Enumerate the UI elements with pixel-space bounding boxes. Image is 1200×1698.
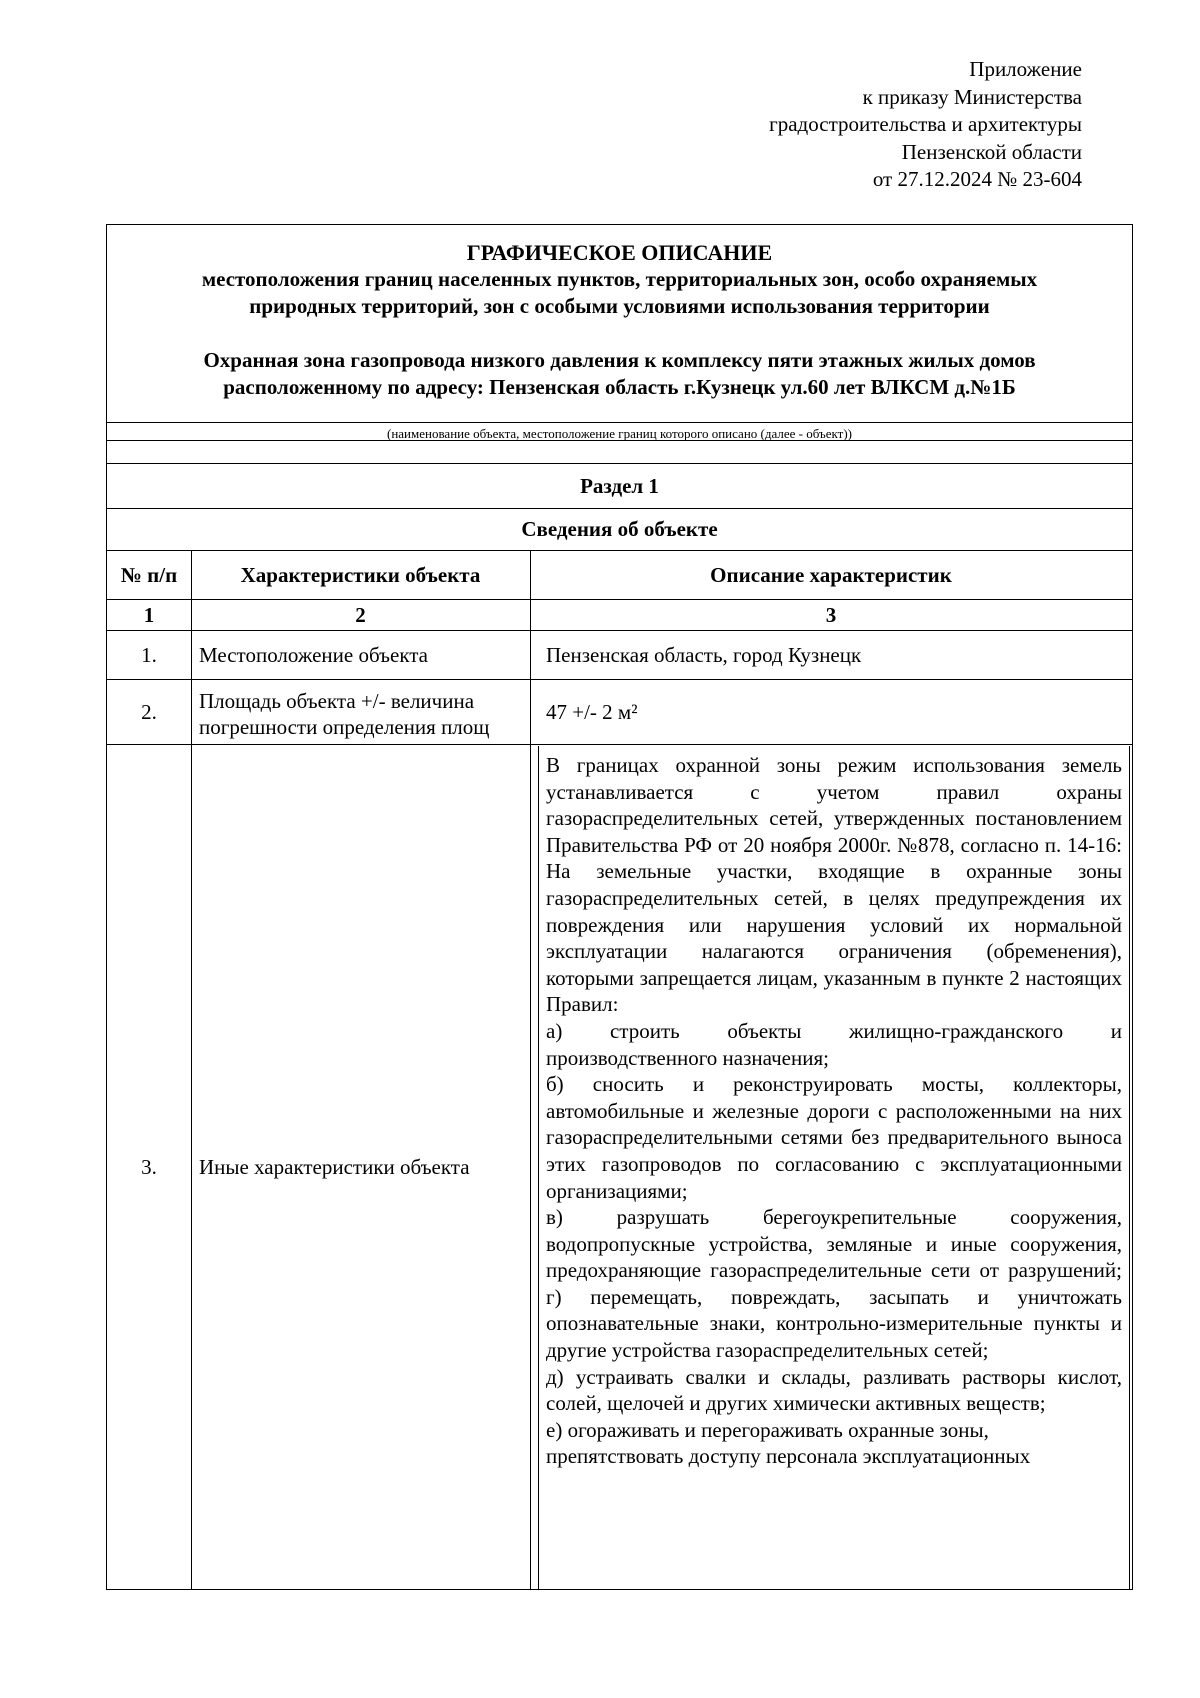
subtitle-line: местоположения границ населенных пунктов, территориальных зон, особо охраняемых bbox=[201, 267, 1038, 291]
description-paragraph: е) огораживать и перегораживать охранные зоны, препятствовать доступу персонала эксплуатационных bbox=[546, 1417, 1031, 1469]
document-table bbox=[106, 224, 1133, 1590]
object-caption: (наименование объекта, местоположение границ которого описано (далее - объект)) bbox=[387, 426, 852, 441]
description-paragraph: а) строить объекты жилищно-гражданского и производственного назначения; bbox=[546, 1018, 1122, 1070]
column-number: 2 bbox=[355, 602, 366, 627]
row-description: Пензенская область, город Кузнецк bbox=[546, 642, 862, 667]
row-characteristic-line: погрешности определения площ bbox=[199, 715, 490, 739]
description-paragraph: В границах охранной зоны режим использования земель устанавливается с учетом правил охраны газораспределительных сетей, утвержденных постановлением Правительства РФ от 20 ноября 2000г. №878, согласно п. 14-16: На земельные участки, входящие в охранные зоны газораспределительных сетей, в целях предупреждения их повреждения или нарушения условий их нормальной эксплуатации налагаются ограничения (обременения), которыми запрещается лицам, указанным в пункте 2 настоящих Правил: bbox=[546, 753, 1122, 1017]
appendix-line: от 27.12.2024 № 23-604 bbox=[872, 167, 1082, 191]
row-characteristic: Иные характеристики объекта bbox=[199, 1155, 470, 1179]
column-header-number: № п/п bbox=[120, 562, 178, 587]
description-paragraph: б) сносить и реконструировать мосты, коллекторы, автомобильные и железные дороги с расположенными на них газораспределительными сетями без предварительного выноса этих газопроводов по согласованию с эксплуатационными организациями; bbox=[546, 1072, 1122, 1203]
divider bbox=[107, 422, 1132, 423]
subtitle-line: природных территорий, зон с особыми условиями использования территории bbox=[249, 294, 990, 318]
description-text bbox=[546, 752, 1122, 1470]
column-header-characteristics: Характеристики объекта bbox=[240, 562, 481, 587]
column-header-description: Описание характеристик bbox=[710, 562, 952, 587]
document-title: ГРАФИЧЕСКОЕ ОПИСАНИЕ bbox=[466, 240, 773, 265]
description-paragraph: в) разрушать берегоукрепительные сооружения, водопропускные устройства, земляные и иные сооружения, предохраняющие газораспределительные сети от разрушений; г) перемещать, повреждать, засыпать и уничтожать опознавательные знаки, контрольно-измерительные пункты и другие устройства газораспределительных сетей; bbox=[546, 1205, 1122, 1363]
row-characteristic bbox=[199, 688, 529, 740]
appendix-line: градостроительства и архитектуры bbox=[769, 112, 1082, 136]
object-name-line: Охранная зона газопровода низкого давления к комплексу пяти этажных жилых домов bbox=[203, 348, 1036, 372]
column-divider bbox=[530, 550, 531, 1590]
object-name-line: расположенному по адресу: Пензенская область г.Кузнецк ул.60 лет ВЛКСМ д.№1Б bbox=[223, 375, 1016, 399]
column-number: 3 bbox=[825, 602, 837, 627]
row-description: 47 +/- 2 м² bbox=[546, 699, 638, 724]
row-number: 2. bbox=[141, 699, 157, 724]
row-characteristic-line: Площадь объекта +/- величина bbox=[199, 689, 475, 713]
row-number: 1. bbox=[141, 642, 157, 667]
title-block bbox=[107, 239, 1132, 401]
appendix-line: Приложение bbox=[969, 57, 1082, 81]
appendix-line: к приказу Министерства bbox=[862, 84, 1082, 109]
appendix-line: Пензенской области bbox=[901, 139, 1082, 164]
description-cell bbox=[538, 746, 1130, 1590]
column-number: 1 bbox=[143, 602, 155, 627]
row-characteristic: Местоположение объекта bbox=[199, 642, 429, 667]
appendix-block bbox=[769, 56, 1082, 194]
description-paragraph: д) устраивать свалки и склады, разливать растворы кислот, солей, щелочей и других химически активных веществ; bbox=[546, 1364, 1122, 1416]
column-divider bbox=[191, 550, 192, 1590]
row-number: 3. bbox=[141, 1155, 157, 1179]
section-title: Раздел 1 bbox=[580, 473, 659, 498]
section-subtitle: Сведения об объекте bbox=[521, 517, 718, 541]
